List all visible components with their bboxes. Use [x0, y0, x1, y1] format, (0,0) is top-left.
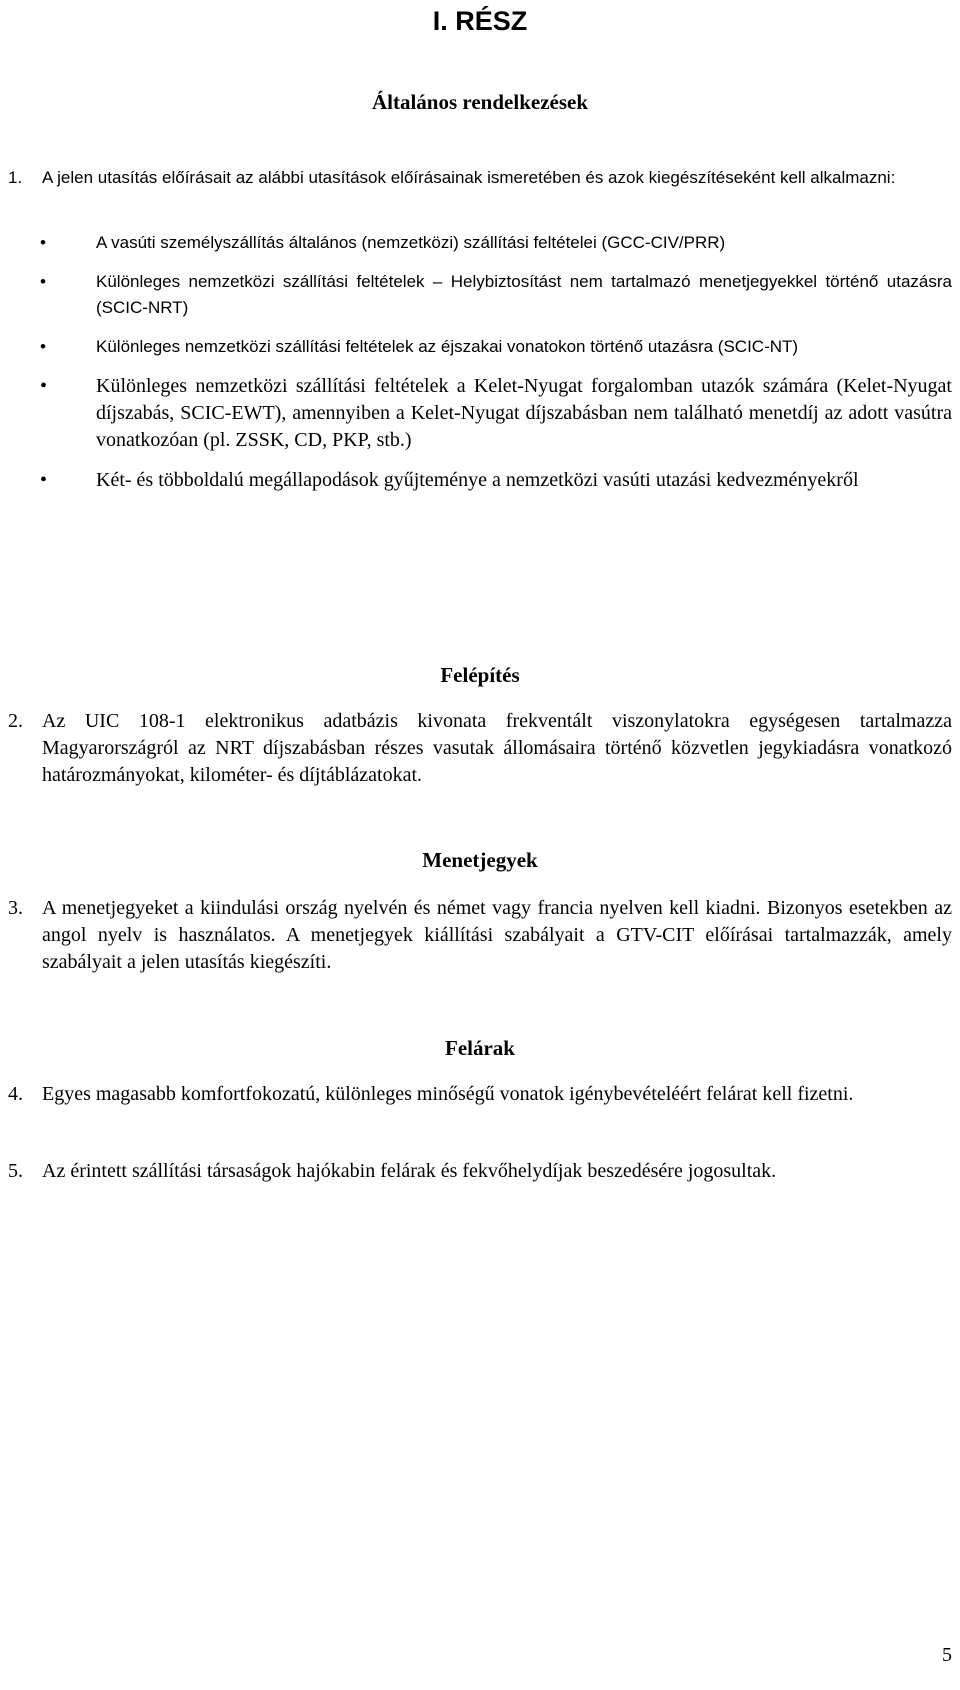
- bullet-icon: •: [40, 469, 48, 491]
- paragraph-text: Egyes magasabb komfortfokozatú, különleges minőségű vonatok igénybevételéért felárat kell fizetni.: [42, 1083, 854, 1105]
- paragraph-4: [8, 1081, 952, 1108]
- paragraph-2: [8, 708, 952, 789]
- paragraph-3: [8, 895, 952, 976]
- paragraph-text: Az érintett szállítási társaságok hajókabin felárak és fekvőhelydíjak beszedésére jogosultak.: [42, 1160, 777, 1182]
- list-item: [40, 467, 952, 494]
- paragraph-1: [8, 165, 952, 191]
- bullet-icon: •: [40, 337, 46, 356]
- bullet-icon: •: [40, 375, 48, 397]
- paragraph-number: 2.: [8, 710, 23, 732]
- list-item-text: Különleges nemzetközi szállítási feltételek a Kelet-Nyugat forgalomban utazók számára (Kelet-Nyugat díjszabás, SCIC-EWT), amennyiben a Kelet-Nyugat díjszabásban nem található menetdíj az adott vasútra vonatkozóan (pl. ZSSK, CD, PKP, stb.): [96, 375, 952, 451]
- list-item: [40, 269, 952, 321]
- paragraph-text: Az UIC 108-1 elektronikus adatbázis kivonata frekventált viszonylatokra egységesen tartalmazza Magyarországról az NRT díjszabásban részes vasutak állomásaira történő közvetlen jegykiadásra vonatkozó határozmányokat, kilométer- és díjtáblázatokat.: [42, 710, 952, 786]
- paragraph-5: [8, 1158, 952, 1185]
- paragraph-text: A menetjegyeket a kiindulási ország nyelvén és német vagy francia nyelven kell kiadni. Bizonyos esetekben az angol nyelv is használatos. A menetjegyek kiállítási szabályait a GTV-CIT előírásai tartalmazzák, amely szabályait a jelen utasítás kiegészíti.: [42, 897, 952, 973]
- paragraph-number: 1.: [8, 168, 23, 187]
- list-item: [40, 334, 952, 360]
- list-item-text: A vasúti személyszállítás általános (nemzetközi) szállítási feltételei (GCC-CIV/PRR): [96, 233, 726, 252]
- paragraph-number: 4.: [8, 1083, 23, 1105]
- list-item-text: Különleges nemzetközi szállítási feltételek – Helybiztosítást nem tartalmazó menetjegyekkel történő utazásra (SCIC-NRT): [96, 272, 952, 317]
- bullet-icon: •: [40, 233, 46, 252]
- list-item-text: Különleges nemzetközi szállítási feltételek az éjszakai vonatokon történő utazásra (SCIC-NT): [96, 337, 799, 356]
- section-title-tickets: Menetjegyek: [422, 848, 538, 872]
- section-title-structure: Felépítés: [440, 663, 520, 687]
- paragraph-number: 5.: [8, 1160, 23, 1182]
- paragraph-number: 3.: [8, 897, 23, 919]
- list-item-text: Két- és többoldalú megállapodások gyűjteménye a nemzetközi vasúti utazási kedvezményekről: [96, 469, 859, 491]
- section-title-general: Általános rendelkezések: [371, 90, 589, 114]
- list-item: [40, 230, 952, 256]
- section-title-surcharges: Felárak: [445, 1036, 515, 1060]
- bullet-list: [40, 230, 952, 507]
- list-item: [40, 373, 952, 454]
- part-title: I. RÉSZ: [432, 6, 528, 36]
- paragraph-text: A jelen utasítás előírásait az alábbi utasítások előírásainak ismeretében és azok kiegészítéseként kell alkalmazni:: [42, 168, 896, 187]
- bullet-icon: •: [40, 272, 46, 291]
- page-number: 5: [942, 1644, 952, 1666]
